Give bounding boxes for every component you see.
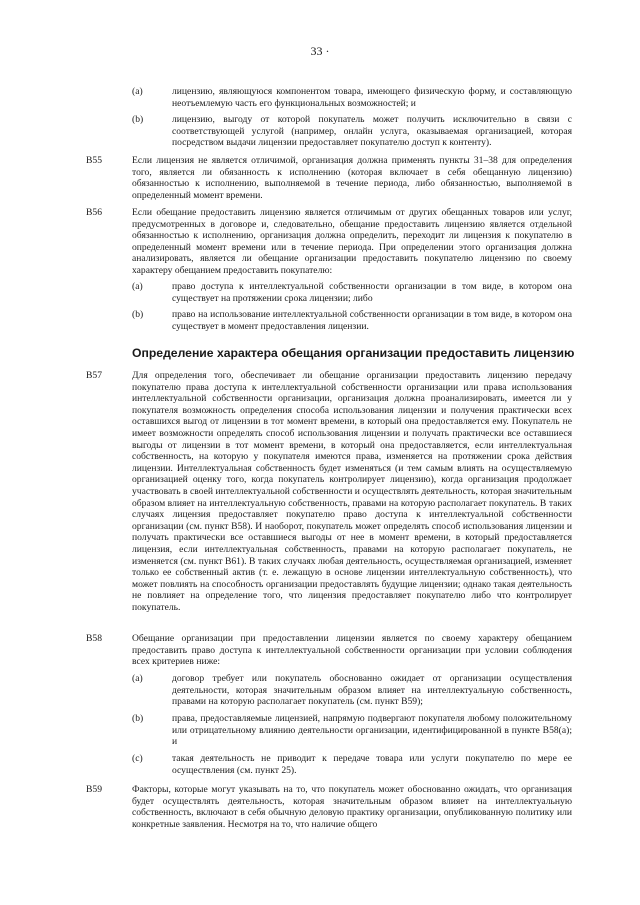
paragraph-text: Для определения того, обеспечивает ли обещание организации предоставить лицензию передачу покупателю права доступа к интеллектуальной собственности организации или права использования интеллектуальной собственности организации, организация должна проанализировать, имеется ли у покупателя возможность определения способа использования лицензии и получения практически всех оставшихся выгод от лицензии в тот момент времени, в который она предоставляется ему. Покупатель не имеет возможности определять способ использования лицензии и получать практически все оставшиеся выгоды от лицензии в тот момент времени, в который она предоставляется, если интеллектуальная собственность, на которую у покупателя имеются права, изменяется на протяжении срока действия лицензии. Интеллектуальная собственность будет изменяться (и тем самым влиять на осуществляемую организацией оценку того, когда покупатель контролирует лицензию), когда организация продолжает участвовать в своей интеллектуальной собственности и осуществлять деятельность, которая значительным образом влияет на интеллектуальную собственность, правами на которую располагает покупатель. В таких случаях лицензия предоставляет покупателю право доступа к интеллектуальной собственности организации (см. пункт B58). И наоборот, покупатель может определять способ использования лицензии и получать практически все оставшиеся выгоды от нее в момент времени, в который предоставляется лицензия, если интеллектуальная собственность, правами на которую располагает покупатель, не изменяется (см. пункт B61). В таких случаях любая деятельность, осуществляемая организацией, изменяет только ее собственный актив (т. е. лежащую в основе лицензии интеллектуальную собственность), что может повлиять на способность организации предоставлять будущие лицензии; однако такая деятельность не повлияет на определение того, что лицензия предоставляет покупателю либо что контролирует покупатель. xyxy=(132,370,572,613)
paragraph-number: B56 xyxy=(86,207,102,218)
list-item-text: права, предоставляемые лицензией, напрямую подвергают покупателя любому положительному или отрицательному влиянию деятельности организации, идентифицированной в пункте B58(a); и xyxy=(172,713,572,748)
list-item-label: (b) xyxy=(132,114,144,125)
list-item-label: (a) xyxy=(132,673,143,684)
list-item-label: (b) xyxy=(132,309,144,320)
list-item-text: договор требует или покупатель обоснованно ожидает от организации осуществления деятельности, которая значительным образом влияет на интеллектуальную собственность, правами на которую располагает покупатель (см. пункт B59); xyxy=(172,673,572,708)
paragraph-number: B58 xyxy=(86,633,102,644)
paragraph-text: Если обещание предоставить лицензию является отличимым от других обещанных товаров или услуг, предусмотренных в договоре и, следовательно, обещание предоставить лицензию является отдельной обязанностью к исполнению, организация должна определить, переходит ли лицензия к покупателю в определенный момент времени или в течение периода. При определении этого организация должна анализировать, является ли обещание организации предоставить покупателю лицензию по своему характеру обещанием предоставить покупателю: xyxy=(132,207,572,276)
list-item-label: (a) xyxy=(132,86,143,97)
paragraph-number: B59 xyxy=(86,784,102,795)
paragraph-text: Факторы, которые могут указывать на то, что покупатель может обоснованно ожидать, что организация будет осуществлять деятельность, которая значительным образом влияет на интеллектуальную собственность, включают в себя обычную деловую практику организации, опубликованную политику или конкретные заявления. Несмотря на то, что наличие общего xyxy=(132,784,572,830)
list-item-label: (b) xyxy=(132,713,144,724)
list-item-text: право доступа к интеллектуальной собственности организации в том виде, в котором она существует на протяжении срока лицензии; либо xyxy=(172,281,572,304)
list-item-label: (a) xyxy=(132,281,143,292)
list-item-label: (c) xyxy=(132,753,143,764)
paragraph-number: B55 xyxy=(86,155,102,166)
page-number: 33 · xyxy=(310,44,330,58)
list-item-text: право на использование интеллектуальной собственности организации в том виде, в котором она существует в момент предоставления лицензии. xyxy=(172,309,572,332)
list-item-text: лицензию, являющуюся компонентом товара, имеющего физическую форму, и составляющую неотъемлемую часть его функциональных возможностей; и xyxy=(172,86,572,109)
paragraph-number: B57 xyxy=(86,370,102,381)
list-item-text: лицензию, выгоду от которой покупатель может получить исключительно в связи с соответствующей услугой (например, онлайн услуга, оказываемая организацией, которая посредством выдачи лицензии предоставляет покупателю доступ к контенту). xyxy=(172,114,572,149)
section-heading: Определение характера обещания организации предоставить лицензию xyxy=(132,346,575,360)
list-item-text: такая деятельность не приводит к передаче товара или услуги покупателю по мере ее осуществления (см. пункт 25). xyxy=(172,753,572,776)
paragraph-text: Обещание организации при предоставлении лицензии является по своему характеру обещанием предоставить право доступа к интеллектуальной собственности организации при условии соблюдения всех критериев ниже: xyxy=(132,633,572,668)
paragraph-text: Если лицензия не является отличимой, организация должна применять пункты 31–38 для определения того, является ли обязанность к исполнению (которая включает в себя обещанную лицензию) обязанностью к исполнению, выполняемой в течение периода, либо обязанностью, выполняемой в определенный момент времени. xyxy=(132,155,572,201)
